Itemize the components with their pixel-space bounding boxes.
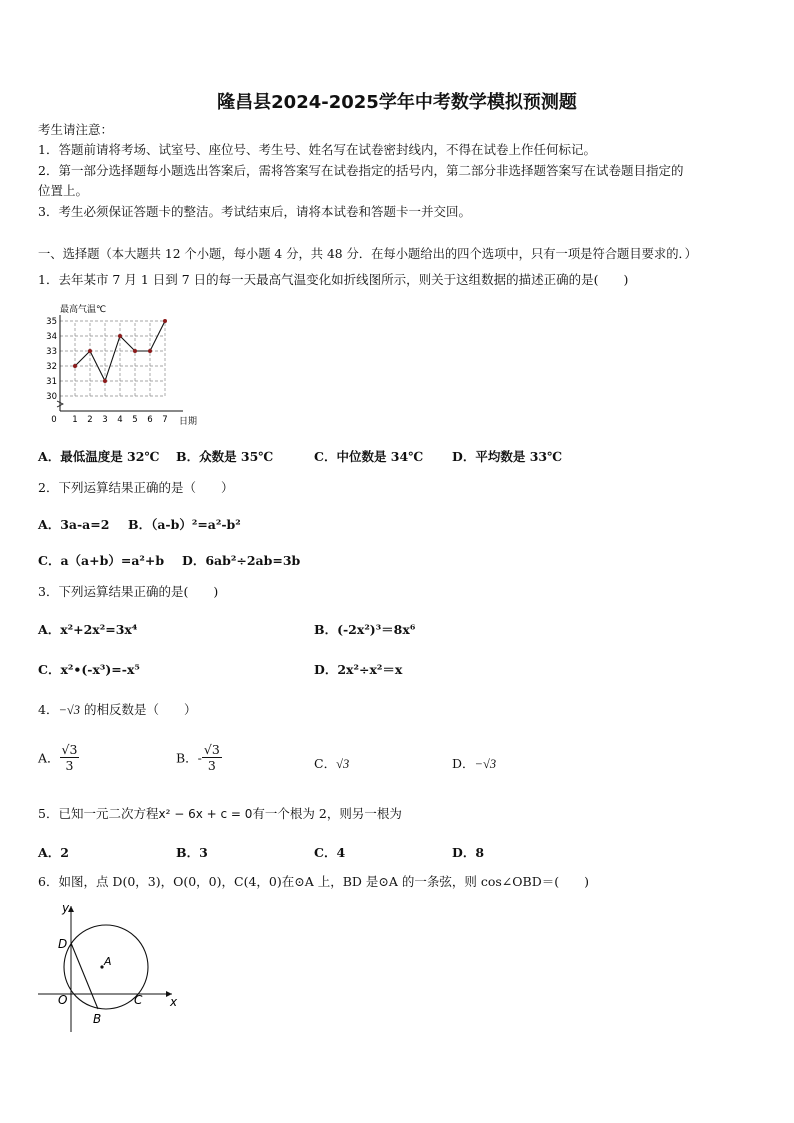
- y-tick-label: 35: [46, 317, 57, 327]
- fraction-numerator: √3: [61, 742, 78, 757]
- question-1-stem: 1．去年某市 7 月 1 日到 7 日的每一天最高气温变化如折线图所示，则关于这组数据的描述正确的是( ): [38, 272, 629, 287]
- question-3-option-b: B．(-2x²)³＝8x⁶: [314, 622, 416, 637]
- x-tick-label: 1: [72, 415, 78, 425]
- question-5-option-d: D．8: [452, 845, 485, 860]
- question-3-option-c: C．x²•(-x³)=-x⁵: [38, 662, 140, 677]
- notice-item-2-cont: 位置上。: [38, 183, 89, 198]
- question-2-option-d: D．6ab²÷2ab=3b: [182, 553, 301, 568]
- question-1-option-c: C．中位数是 34℃: [314, 449, 424, 464]
- question-4-stem: [38, 702, 196, 718]
- question-5-stem: [38, 806, 402, 822]
- question-3-stem: 3．下列运算结果正确的是( ): [38, 584, 219, 599]
- x-tick-label: 5: [132, 415, 138, 425]
- question-6-stem: 6．如图，点 D(0，3)，O(0，0)，C(4，0)在⊙A 上，BD 是⊙A 的一条弦，则 cos∠OBD＝( ): [38, 874, 589, 889]
- label-x: x: [170, 995, 178, 1009]
- label-b: B: [93, 1012, 102, 1026]
- question-5-equation: x² − 6x + c = 0: [158, 807, 253, 821]
- section-heading: 一、选择题（本大题共 12 个小题，每小题 4 分，共 48 分．在每小题给出的四个选项中，只有一项是符合题目要求的．）: [38, 247, 697, 261]
- data-point: [133, 349, 137, 353]
- option-a-label: A．: [38, 750, 60, 766]
- x-tick-label: 0: [51, 415, 57, 425]
- label-y: y: [62, 901, 70, 915]
- label-c: C: [134, 993, 143, 1007]
- question-1-option-d: D．平均数是 33℃: [452, 449, 563, 464]
- question-5-text-pre: 5．已知一元二次方程: [38, 806, 159, 821]
- temperature-line-chart: [40, 298, 220, 428]
- x-tick-label: 4: [117, 415, 123, 425]
- question-1-option-b: B．众数是 35℃: [176, 449, 274, 464]
- question-4-number: 4．: [38, 702, 59, 717]
- x-tick-label: 3: [102, 415, 108, 425]
- data-point: [103, 379, 107, 383]
- notice-item-3: 3．考生必须保证答题卡的整洁。考试结束后，请将本试卷和答题卡一并交回。: [38, 204, 471, 219]
- question-4-option-b: [176, 742, 222, 773]
- option-c-label: C．: [314, 756, 337, 771]
- notice-item-1: 1．答题前请将考场、试室号、座位号、考生号、姓名写在试卷密封线内，不得在试卷上作任何标记。: [38, 142, 596, 157]
- option-c-value: √3: [336, 757, 350, 771]
- fraction-denominator: 3: [65, 758, 74, 773]
- chord-bd: [71, 943, 98, 1009]
- option-a-fraction: [60, 742, 80, 773]
- page-title: 隆昌县2024-2025学年中考数学模拟预测题: [217, 92, 577, 113]
- chart-x-label: 日期: [179, 417, 198, 427]
- question-2-option-b: B．（a-b）²=a²-b²: [128, 517, 241, 532]
- question-4-option-d: [452, 754, 496, 772]
- question-3-option-a: A．x²+2x²=3x⁴: [38, 622, 138, 637]
- data-point: [73, 364, 77, 368]
- question-4-option-a: [38, 742, 79, 773]
- fraction-numerator: √3: [203, 742, 220, 757]
- x-tick-label: 2: [87, 415, 93, 425]
- question-2-option-c: C．a（a+b）=a²+b: [38, 553, 165, 568]
- y-tick-label: 32: [46, 362, 57, 372]
- question-2-stem: 2．下列运算结果正确的是（ ）: [38, 480, 234, 495]
- question-5-text-post: 有一个根为 2，则另一根为: [252, 806, 402, 821]
- question-5-option-a: A．2: [38, 845, 69, 860]
- chart-title: 最高气温℃: [60, 305, 107, 315]
- x-tick-label: 6: [147, 415, 153, 425]
- question-5-option-b: B．3: [176, 845, 208, 860]
- option-b-fraction: [202, 742, 222, 773]
- label-o: O: [58, 993, 68, 1007]
- notice-heading: 考生请注意：: [38, 122, 114, 137]
- question-4-option-c: [314, 754, 349, 772]
- question-2-option-a: A．3a-a=2: [38, 517, 110, 532]
- data-point: [148, 349, 152, 353]
- question-5-option-c: C．4: [314, 845, 346, 860]
- option-d-label: D．: [452, 756, 475, 771]
- question-4-value: −√3: [58, 703, 80, 717]
- notice-item-2: 2．第一部分选择题每小题选出答案后，需将答案写在试卷指定的括号内，第二部分非选择题答案写在试卷题目指定的: [38, 163, 684, 178]
- x-tick-label: 7: [162, 415, 168, 425]
- question-1-option-a: A．最低温度是 32℃: [38, 449, 160, 464]
- question-4-text: 的相反数是（ ）: [80, 702, 197, 717]
- option-b-label: B．-: [176, 750, 202, 766]
- circle-geometry-figure: [34, 898, 184, 1038]
- option-d-value: −√3: [474, 757, 497, 771]
- label-d: D: [58, 937, 68, 951]
- label-a: A: [104, 955, 112, 968]
- y-tick-label: 33: [46, 347, 57, 357]
- chart-ticks: [46, 317, 168, 425]
- data-point: [163, 319, 167, 323]
- data-point: [88, 349, 92, 353]
- question-3-option-d: D．2x²÷x²＝x: [314, 662, 403, 677]
- y-tick-label: 30: [46, 392, 57, 402]
- fraction-denominator: 3: [207, 758, 216, 773]
- data-point: [118, 334, 122, 338]
- y-tick-label: 34: [46, 332, 57, 342]
- y-tick-label: 31: [46, 377, 57, 387]
